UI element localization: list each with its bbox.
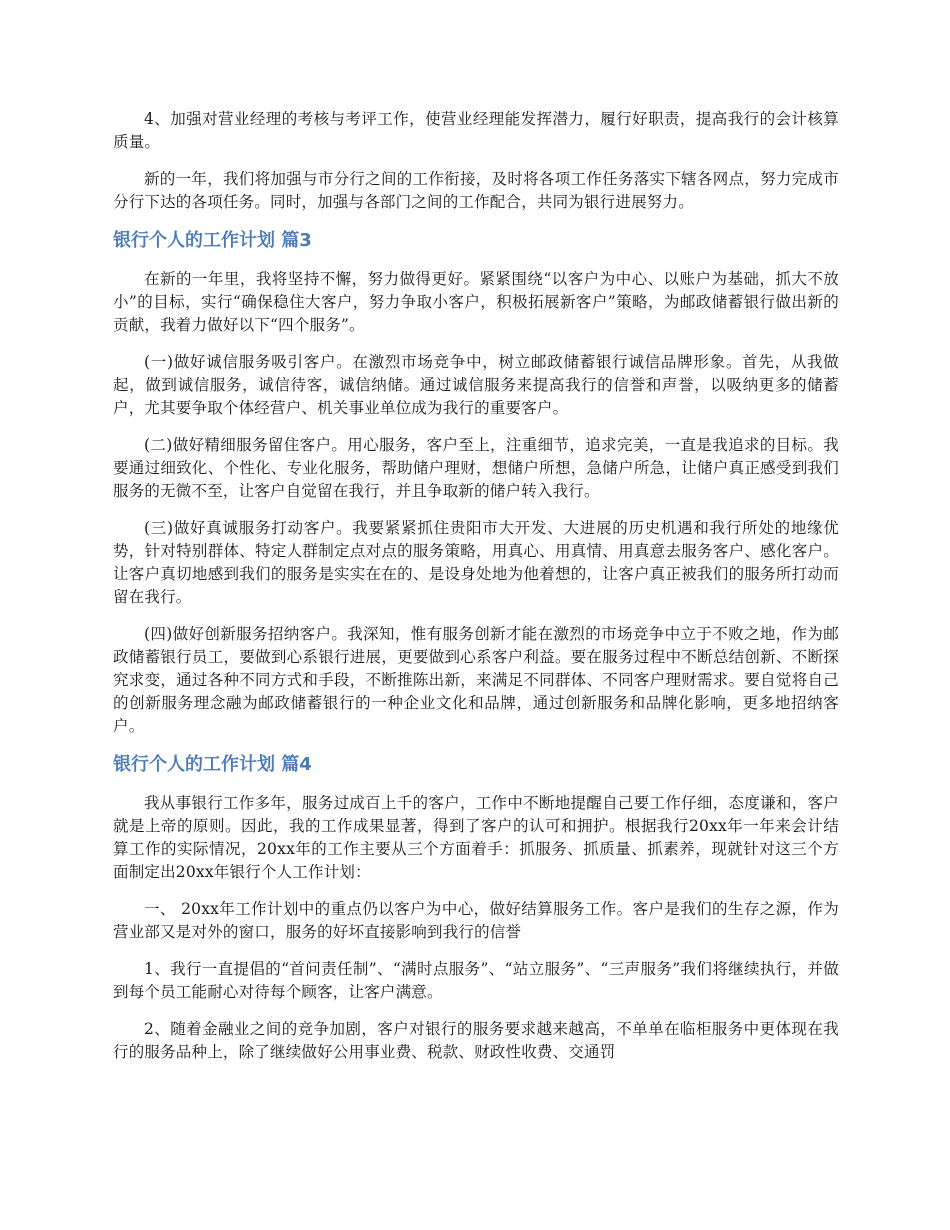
section-3-paragraph-5: (四)做好创新服务招纳客户。我深知，惟有服务创新才能在激烈的市场竞争中立于不败之地，作为邮政储蓄银行员工，要做到心系银行进展，更要做到心系客户利益。要在服务过程中不断总结创新、不断探究求变，通过各种不同方式和手段，不断推陈出新，来满足不同群体、不同客户理财需求。要自觉将自己的创新服务理念融为邮政储蓄银行的一种企业文化和品牌，通过创新服务和品牌化影响，更多地招纳客户。: [113, 625, 839, 735]
section-4-paragraph-4: 2、随着金融业之间的竞争加剧，客户对银行的服务要求越来越高，不单单在临柜服务中更体现在我行的服务品种上，除了继续做好公用事业费、税款、财政性收费、交通罚: [113, 1020, 839, 1061]
paragraph-top-2: 新的一年，我们将加强与市分行之间的工作衔接，及时将各项工作任务落实下辖各网点，努力完成市分行下达的各项任务。同时，加强与各部门之间的工作配合，共同为银行进展努力。: [113, 170, 839, 211]
section-3-paragraph-4: (三)做好真诚服务打动客户。我要紧紧抓住贵阳市大开发、大进展的历史机遇和我行所处的地缘优势，针对特别群体、特定人群制定点对点的服务策略，用真心、用真情、用真意去服务客户、感化客户。让客户真切地感到我们的服务是实实在在的、是设身处地为他着想的，让客户真正被我们的服务所打动而留在我行。: [113, 519, 839, 606]
section-3-paragraph-1: 在新的一年里，我将坚持不懈，努力做得更好。紧紧围绕“以客户为中心、以账户为基础，抓大不放小”的目标，实行“确保稳住大客户，努力争取小客户，积极拓展新客户”策略，为邮政储蓄银行做出新的贡献，我着力做好以下“四个服务”。: [113, 270, 839, 334]
section-3-paragraph-3: (二)做好精细服务留住客户。用心服务，客户至上，注重细节，追求完美，一直是我追求的目标。我要通过细致化、个性化、专业化服务，帮助储户理财，想储户所想，急储户所急，让储户真正感受到我们服务的无微不至，让客户自觉留在我行，并且争取新的储户转入我行。: [113, 436, 839, 500]
document-page: [113, 108, 839, 1078]
section-3-heading: 银行个人的工作计划 篇3: [113, 230, 312, 251]
section-3-paragraph-2: (一)做好诚信服务吸引客户。在激烈市场竞争中，树立邮政储蓄银行诚信品牌形象。首先，从我做起，做到诚信服务，诚信待客，诚信纳储。通过诚信服务来提高我行的信誉和声誉，以吸纳更多的储蓄户，尤其要争取个体经营户、机关事业单位成为我行的重要客户。: [113, 353, 839, 417]
section-4-heading: 银行个人的工作计划 篇4: [113, 754, 312, 775]
paragraph-top-1: 4、加强对营业经理的考核与考评工作，使营业经理能发挥潜力，履行好职责，提高我行的会计核算质量。: [113, 110, 839, 151]
section-4-paragraph-3: 1、我行一直提倡的“首问责任制”、“满时点服务”、“站立服务”、“三声服务”我们将继续执行，并做到每个员工能耐心对待每个顾客，让客户满意。: [113, 960, 839, 1001]
section-4-paragraph-1: 我从事银行工作多年，服务过成百上千的客户，工作中不断地提醒自己要工作仔细，态度谦和，客户就是上帝的原则。因此，我的工作成果显著，得到了客户的认可和拥护。根据我行20xx年一年来会计结算工作的实际情况，20xx年的工作主要从三个方面着手：抓服务、抓质量、抓素养，现就针对这三个方面制定出20xx年银行个人工作计划：: [113, 794, 839, 881]
section-4-paragraph-2: 一、 20xx年工作计划中的重点仍以客户为中心，做好结算服务工作。客户是我们的生存之源，作为营业部又是对外的窗口，服务的好坏直接影响到我行的信誉: [113, 900, 839, 941]
